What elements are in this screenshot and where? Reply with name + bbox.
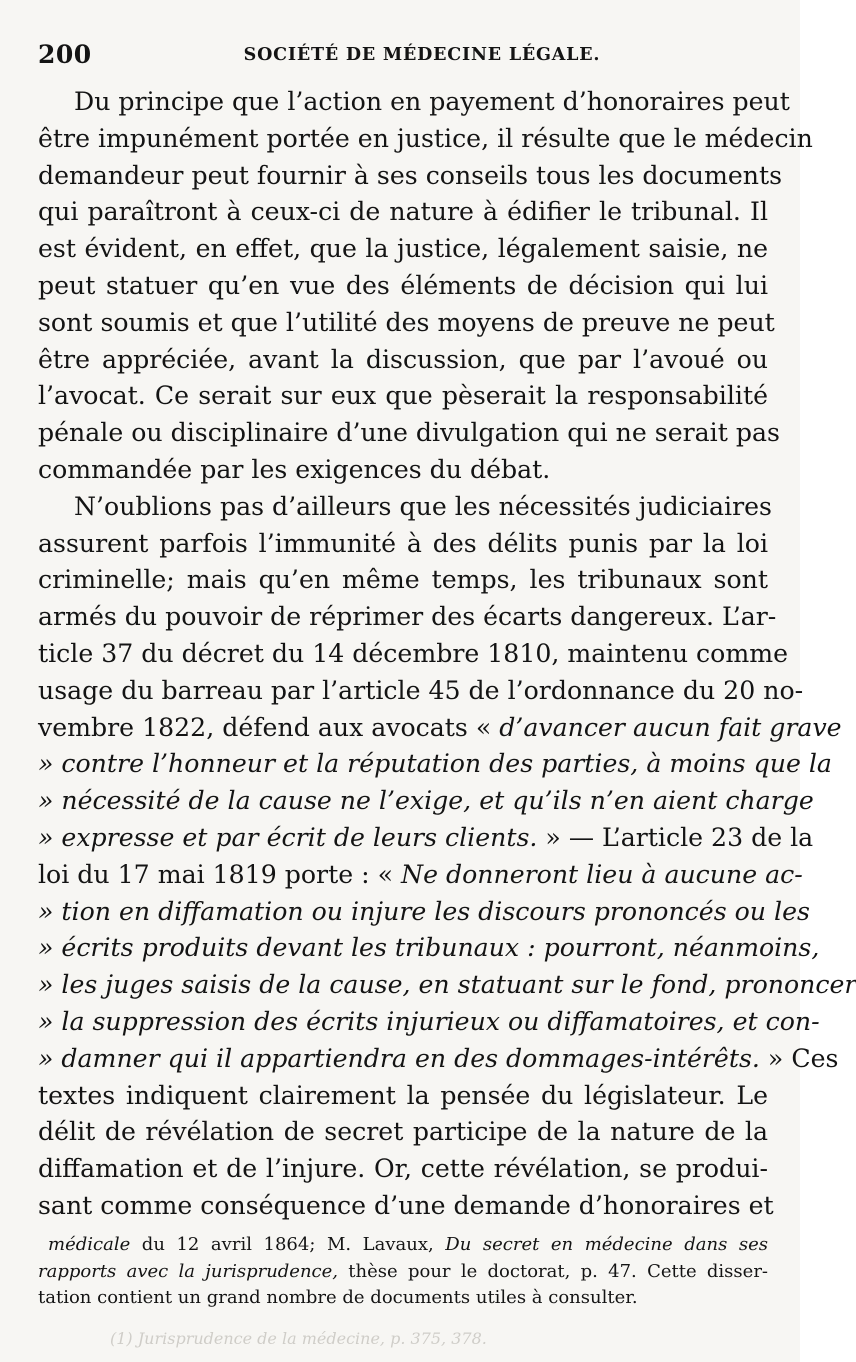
footnote-run: thèse pour le doctorat, p. 47. Cette disser- <box>338 1260 768 1282</box>
quote-run: d’avancer aucun fait grave <box>499 712 842 742</box>
text-line: Du principe que l’action en payement d’honoraires peut <box>74 87 790 116</box>
text-line: délit de révélation de secret participe de la nature de la <box>38 1117 768 1147</box>
quote-line: » les juges saisis de la cause, en statuant sur le fond, prononcer <box>38 970 856 1000</box>
text-line: être impunément portée en justice, il résulte que le médecin <box>38 123 813 153</box>
text-line: demandeur peut fournir à ses conseils tous les documents <box>38 160 783 190</box>
quote-run: » damner qui il appartiendra en des dommages-intérêts. <box>38 1043 760 1073</box>
text-line <box>38 1041 839 1078</box>
footnote-line <box>38 1232 768 1259</box>
text-line: être appréciée, avant la discussion, que par l’avoué ou <box>38 344 768 374</box>
footnote-line: tation contient un grand nombre de documents utiles à consulter. <box>38 1287 638 1308</box>
text-line: sant comme conséquence d’une demande d’honoraires et <box>38 1190 774 1220</box>
text-line: diffamation et de l’injure. Or, cette révélation, se produi- <box>38 1154 768 1184</box>
footnote-run: du 12 avril 1864; M. Lavaux, <box>130 1234 446 1255</box>
text-line: peut statuer qu’en vue des éléments de décision qui lui <box>38 270 768 300</box>
text-line <box>38 820 814 857</box>
quote-run: » expresse et par écrit de leurs clients. <box>38 822 538 852</box>
quote-line: » écrits produits devant les tribunaux : pourront, néanmoins, <box>38 933 820 963</box>
footnote-run: médicale <box>48 1234 131 1255</box>
text-line: sont soumis et que l’utilité des moyens de preuve ne peut <box>38 307 775 337</box>
quote-run: Ne donneront lieu à aucune ac- <box>401 859 803 889</box>
running-title: SOCIÉTÉ DE MÉDECINE LÉGALE. <box>243 45 601 65</box>
text-line: usage du barreau par l’article 45 de l’ordonnance du 20 no- <box>38 675 804 705</box>
footnote-run: rapports avec la jurisprudence, <box>38 1260 339 1282</box>
text-run: loi du 17 mai 1819 porte : « <box>38 859 402 889</box>
text-line: N’oublions pas d’ailleurs que les nécessités judiciaires <box>74 491 772 521</box>
text-line: qui paraîtront à ceux-ci de nature à édifier le tribunal. Il <box>38 197 768 227</box>
text-line: criminelle; mais qu’en même temps, les tribunaux sont <box>38 565 768 595</box>
text-line: commandée par les exigences du débat. <box>38 454 551 484</box>
footnote <box>38 1232 768 1312</box>
text-run: vembre 1822, défend aux avocats « <box>38 712 500 742</box>
text-line: est évident, en effet, que la justice, légalement saisie, ne <box>38 234 768 264</box>
footnote-line <box>38 1259 768 1286</box>
page-header <box>38 40 768 76</box>
quote-line: » tion en diffamation ou injure les discours prononcés ou les <box>38 896 810 926</box>
quote-line: » nécessité de la cause ne l’exige, et qu’ils n’en aient charge <box>38 786 814 816</box>
text-line: assurent parfois l’immunité à des délits punis par la loi <box>38 528 768 558</box>
text-line: l’avocat. Ce serait sur eux que pèserait la responsabilité <box>38 381 768 411</box>
text-line: pénale ou disciplinaire d’une divulgation qui ne serait pas <box>38 418 780 448</box>
text-run: » Ces <box>759 1043 839 1073</box>
text-line: armés du pouvoir de réprimer des écarts dangereux. L’ar- <box>38 602 777 632</box>
text-run: » — L’article 23 de la <box>537 822 814 852</box>
footnote-run: Du secret en médecine dans ses <box>445 1234 769 1255</box>
text-line <box>38 857 803 894</box>
quote-line: » la suppression des écrits injurieux ou diffamatoires, et con- <box>38 1006 820 1036</box>
text-line: textes indiquent clairement la pensée du législateur. Le <box>38 1080 768 1110</box>
bleed-through-text: (1) Jurisprudence de la médecine, p. 375, 378. <box>110 1329 487 1348</box>
body-text <box>38 84 856 1225</box>
text-line: ticle 37 du décret du 14 décembre 1810, maintenu comme <box>38 638 788 668</box>
quote-line: » contre l’honneur et la réputation des parties, à moins que la <box>38 749 832 779</box>
page-number: 200 <box>38 40 92 69</box>
text-line <box>38 710 842 747</box>
